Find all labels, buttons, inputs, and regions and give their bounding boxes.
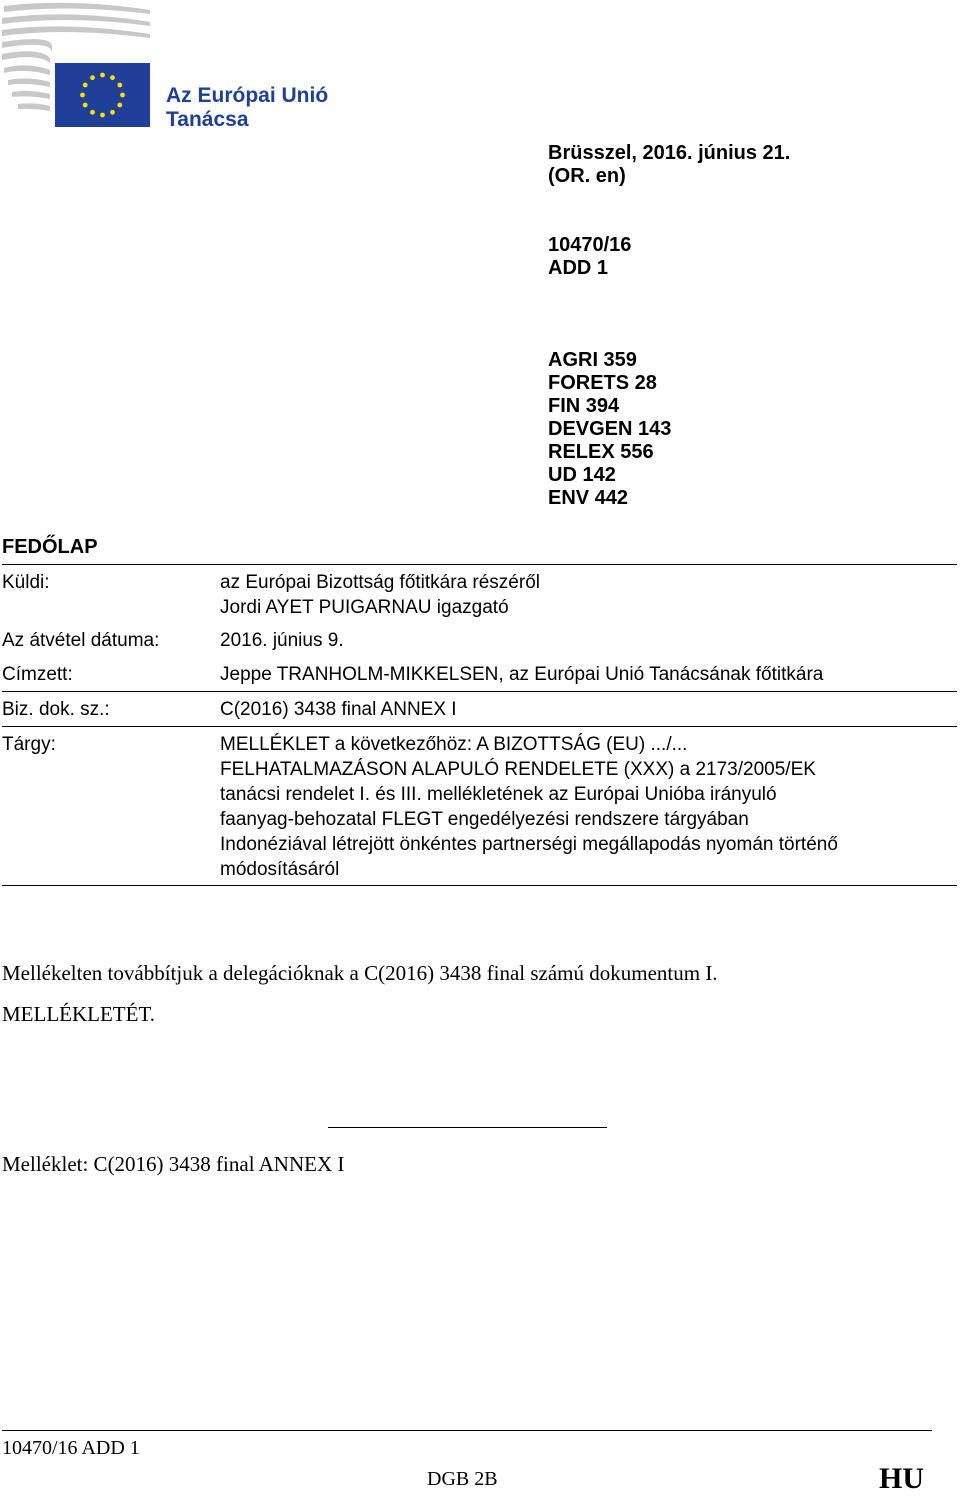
original-language: (OR. en) xyxy=(548,165,626,187)
organization-name xyxy=(166,84,328,132)
sender-line1: az Európai Bizottság főtitkára részéről xyxy=(220,572,540,593)
addendum-number: ADD 1 xyxy=(548,257,609,279)
table-bottom-rule xyxy=(2,885,957,886)
code-item: DEVGEN 143 xyxy=(548,418,672,440)
subject-line: faanyag-behozatal FLEGT engedélyezési rendszere tárgyában xyxy=(220,809,749,830)
document-number: 10470/16 xyxy=(548,234,632,256)
sender-label: Küldi: xyxy=(2,572,50,593)
sender-line2: Jordi AYET PUIGARNAU igazgató xyxy=(220,597,509,618)
enclosure-line: Melléklet: C(2016) 3438 final ANNEX I xyxy=(2,1152,345,1176)
code-item: RELEX 556 xyxy=(548,441,654,463)
subject-line: Indonéziával létrejött önkéntes partnerségi megállapodás nyomán történő xyxy=(220,834,838,855)
organization-name-line2: Tanácsa xyxy=(166,108,249,131)
council-logo xyxy=(0,0,160,135)
code-item: ENV 442 xyxy=(548,487,629,509)
commission-doc-label: Biz. dok. sz.: xyxy=(2,699,110,720)
interinstitutional-codes xyxy=(548,349,671,510)
cover-title: FEDŐLAP xyxy=(2,536,98,558)
organization-name-line1: Az Európai Unió xyxy=(166,84,329,107)
subject-line: MELLÉKLET a következőhöz: A BIZOTTSÁG (EU) .../... xyxy=(220,734,688,755)
code-item: FIN 394 xyxy=(548,395,620,417)
document-number-block xyxy=(548,234,631,280)
eu-flag xyxy=(55,63,150,127)
subject-line: tanácsi rendelet I. és III. mellékletének az Európai Unióba irányuló xyxy=(220,784,777,805)
receipt-date: 2016. június 9. xyxy=(220,630,344,651)
commission-doc-number: C(2016) 3438 final ANNEX I xyxy=(220,699,457,720)
footer-doc-ref: 10470/16 ADD 1 xyxy=(2,1437,140,1459)
subject-text xyxy=(220,732,838,882)
body-text-line2: MELLÉKLETÉT. xyxy=(2,1002,155,1026)
table-rule xyxy=(2,726,957,727)
place-date-block xyxy=(548,142,790,188)
footer-directorate: DGB 2B xyxy=(427,1468,498,1490)
table-rule xyxy=(2,691,957,692)
receipt-date-label: Az átvétel dátuma: xyxy=(2,630,160,651)
signature-separator xyxy=(328,1127,607,1128)
recipient: Jeppe TRANHOLM-MIKKELSEN, az Európai Unió Tanácsának főtitkára xyxy=(220,664,824,685)
footer-language-code: HU xyxy=(879,1462,924,1495)
footer-rule xyxy=(2,1430,932,1431)
subject-line: módosításáról xyxy=(220,859,340,880)
table-top-rule xyxy=(2,564,957,565)
code-item: FORETS 28 xyxy=(548,372,657,394)
code-item: UD 142 xyxy=(548,464,616,486)
place-date: Brüsszel, 2016. június 21. xyxy=(548,142,791,164)
subject-label: Tárgy: xyxy=(2,734,56,755)
body-text-line1: Mellékelten továbbítjuk a delegációknak a C(2016) 3438 final számú dokumentum I. xyxy=(2,961,718,985)
code-item: AGRI 359 xyxy=(548,349,637,371)
recipient-label: Címzett: xyxy=(2,664,73,685)
subject-line: FELHATALMAZÁSON ALAPULÓ RENDELETE (XXX) a 2173/2005/EK xyxy=(220,759,816,780)
